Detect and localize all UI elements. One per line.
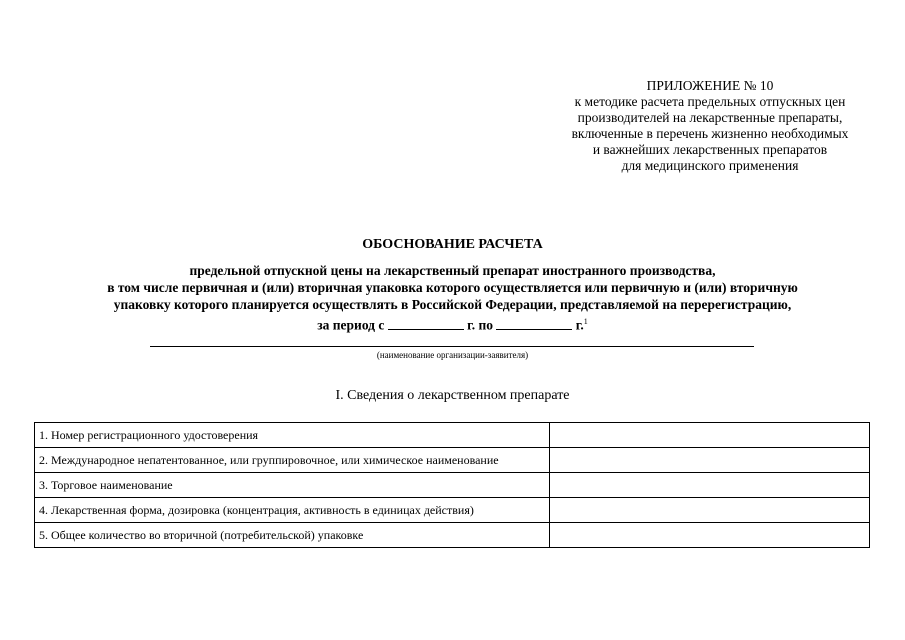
row-label: 1. Номер регистрационного удостоверения	[35, 423, 550, 448]
row-label: 2. Международное непатентованное, или группировочное, или химическое наименование	[35, 448, 550, 473]
row-value[interactable]	[549, 523, 869, 548]
document-title: ОБОСНОВАНИЕ РАСЧЕТА	[362, 237, 543, 252]
table-row	[35, 448, 870, 473]
document-subtitle	[30, 262, 875, 334]
period-end-blank[interactable]	[496, 317, 572, 330]
appendix-line: к методике расчета предельных отпускных цен	[574, 94, 846, 109]
subtitle-line: предельной отпускной цены на лекарственный препарат иностранного производства,	[189, 263, 716, 278]
row-value[interactable]	[549, 498, 869, 523]
footnote-mark: 1	[583, 317, 588, 326]
row-label: 4. Лекарственная форма, дозировка (концентрация, активность в единицах действия)	[35, 498, 550, 523]
appendix-line: производителей на лекарственные препараты,	[577, 110, 843, 125]
row-label: 5. Общее количество во вторичной (потребительской) упаковке	[35, 523, 550, 548]
period-prefix: за период с	[317, 317, 385, 333]
appendix-title: ПРИЛОЖЕНИЕ № 10	[646, 78, 774, 93]
row-value[interactable]	[549, 423, 869, 448]
section-heading: I. Сведения о лекарственном препарате	[335, 388, 570, 403]
organization-name-line[interactable]	[150, 346, 754, 347]
row-label: 3. Торговое наименование	[35, 473, 550, 498]
row-value[interactable]	[549, 448, 869, 473]
table-row	[35, 473, 870, 498]
table-row	[35, 423, 870, 448]
table-row	[35, 523, 870, 548]
period-start-blank[interactable]	[388, 317, 464, 330]
appendix-header	[520, 78, 900, 174]
organization-caption: (наименование организации-заявителя)	[376, 350, 529, 360]
period-middle: г. по	[467, 317, 494, 333]
period-suffix: г.	[575, 317, 584, 333]
table-row	[35, 498, 870, 523]
row-value[interactable]	[549, 473, 869, 498]
appendix-line: включенные в перечень жизненно необходимых	[571, 126, 849, 141]
appendix-line: для медицинского применения	[621, 158, 799, 173]
period-line	[30, 313, 875, 334]
appendix-line: и важнейших лекарственных препаратов	[592, 142, 828, 157]
drug-info-table	[34, 422, 870, 548]
subtitle-line: в том числе первичная и (или) вторичная упаковка которого осуществляется или первичную и (или) вторичную	[107, 280, 798, 295]
subtitle-line: упаковку которого планируется осуществлять в Российской Федерации, представляемой на перерегистрацию,	[113, 297, 792, 312]
